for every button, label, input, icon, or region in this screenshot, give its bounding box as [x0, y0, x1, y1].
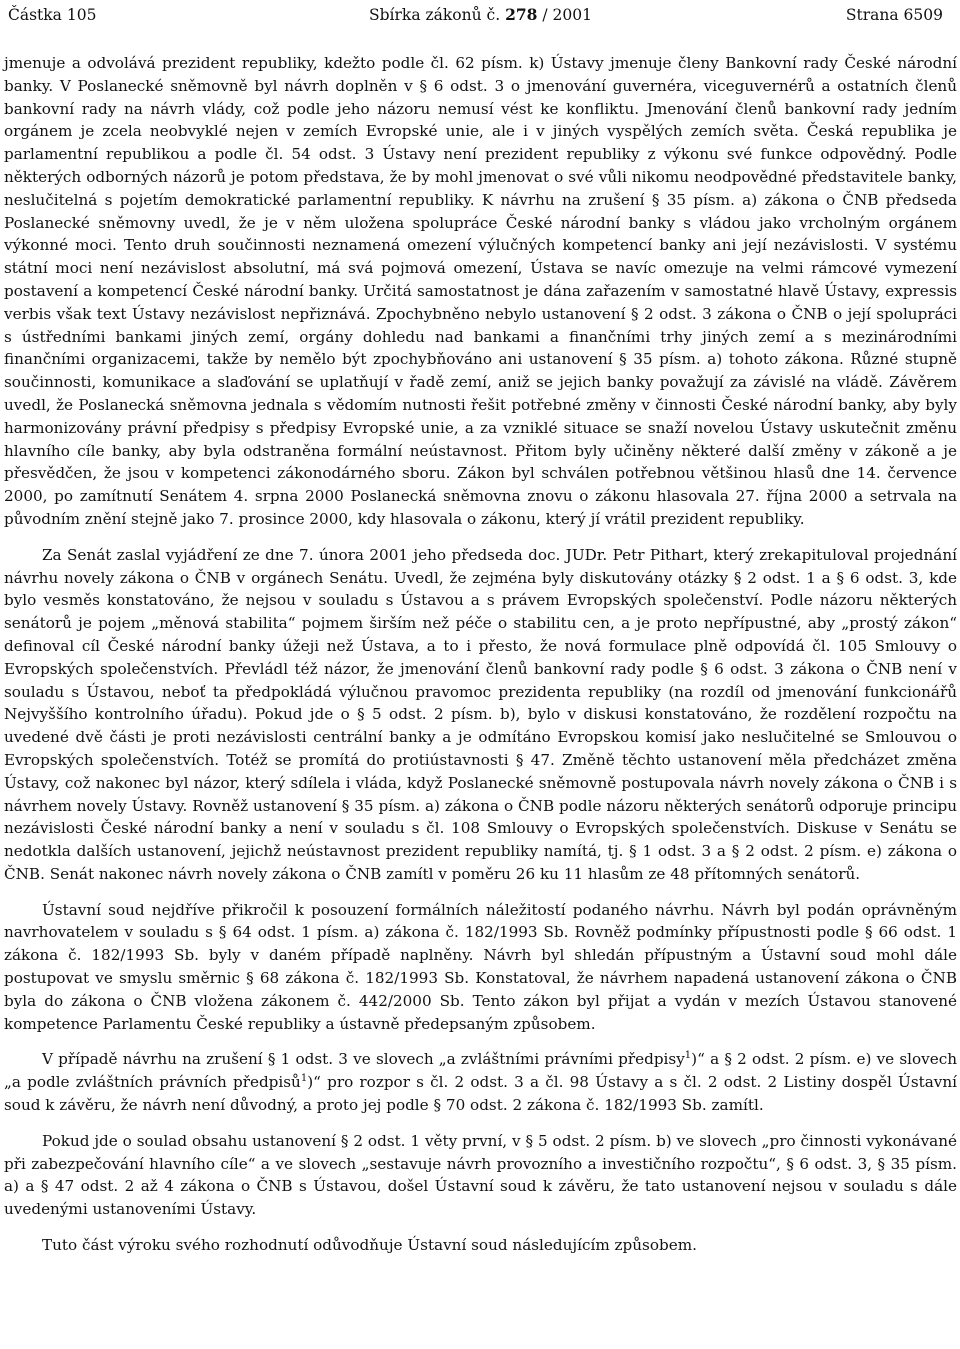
paragraph-4-part-a: V případě návrhu na zrušení § 1 odst. 3 ve slovech „a zvláštními právními předpisy [42, 1050, 685, 1069]
paragraph-4-part-b: )“ a § 2 odst. 2 písm. e) ve slovech „a podle zvláštních právních předpisů [4, 1050, 957, 1092]
paragraph-3: Ústavní soud nejdříve přikročil k posouzení formálních náležitostí podaného návrhu. Návrh byl podán oprávněným navrhovatelem v souladu s § 64 odst. 1 písm. a) zákona č. 182/1993 Sb. Rovněž podmínky přípustnosti podle § 66 odst. 1 zákona č. 182/1993 Sb. byly v daném případě naplněny. Návrh byl shledán přípustným a Ústavní soud mohl dále postupovat ve smyslu směrnic § 68 zákona č. 182/1993 Sb. Konstatoval, že návrhem napadená ustanovení zákona o ČNB byla do zákona o ČNB vložena zákonem č. 442/2000 Sb. Tento zákon byl přijat a vydán v mezích Ústavou stanovené kompetence Parlamentu České republiky a ústavně předepsaným způsobem. [4, 900, 957, 1033]
header-collection-year: / 2001 [542, 6, 592, 24]
paragraph-1: jmenuje a odvolává prezident republiky, kdežto podle čl. 62 písm. k) Ústavy jmenuje členy Bankovní rady České národní banky. V Poslanecké sněmovně byl návrh doplněn v § 6 odst. 3 o jmenování guvernéra, viceguvernérů a ostatních členů bankovní rady na návrh vlády, což podle jeho názoru nemusí vést ke konfliktu. Jmenování členů bankovní rady jedním orgánem je zcela neobvyklé nejen v zemích Evropské unie, ale i v jiných vyspělých zemích světa. Česká republika je parlamentní republikou a podle čl. 54 odst. 3 Ústavy není prezident republiky z výkonu své funkce odpovědný. Podle některých odborných názorů je potom představa, že by mohl jmenovat o své vůli nikomu neodpovědné představitele banky, neslučitelná s pojetím demokratické parlamentní republiky. K návrhu na zrušení § 35 písm. a) zákona o ČNB předseda Poslanecké sněmovny uvedl, že je v něm uložena spolupráce České národní banky s vládou jako vrcholným orgánem výkonné moci. Tento druh součinnosti neznamená omezení výlučných kompetencí banky ani její nezávislosti. V systému státní moci není nezávislost absolutní, má svá pojmová omezení, Ústava se navíc omezuje na velmi rámcové vymezení postavení a kompetencí České národní banky. Určitá samostatnost je dána zařazením v samostatné hlavě Ústavy, expressis verbis však text Ústavy nezávislost nepřiznává. Zpochybněno nebylo ustanovení § 2 odst. 3 zákona o ČNB o její spolupráci s ústředními bankami jiných zemí, orgány dohledu nad bankami a finančními trhy jiných zemí a s mezinárodními finančními organizacemi, takže by nemělo být zpochybňováno ani ustanovení § 35 písm. a) tohoto zákona. Různé stupně součinnosti, komunikace a slaďování se uplatňují v řadě zemí, aniž se jejich banky považují za závislé na vládě. Závěrem uvedl, že Poslanecká sněmovna jednala s vědomím nutnosti řešit potřebné změny v činnosti České národní banky, aby byly harmonizovány právní předpisy s předpisy Evropské unie, a za vzniklé situace se snaží novelou Ústavy uskutečnit změnu hlavního cíle banky, aby byla odstraněna formální neústavnost. Přitom byly učiněny některé další změny v zákoně a je přesvědčen, že jsou v kompetenci zákonodárného sboru. Zákon byl schválen potřebnou většinou hlasů dne 14. července 2000, po zamítnutí Senátem 4. srpna 2000 Poslanecká sněmovna znovu o zákonu hlasovala 27. října 2000 a setrvala na původním znění stejně jako 7. prosince 2000, kdy hlasovala o zákonu, který jí vrátil prezident republiky. [4, 54, 957, 528]
paragraph-4-part-c: )“ pro rozpor s čl. 2 odst. 3 a čl. 98 Ústavy a s čl. 2 odst. 2 Listiny dospěl Ústavní soud k závěru, že návrh není důvodný, a proto jej podle § 70 odst. 2 zákona č. 182/1993 Sb. zamítl. [4, 1073, 958, 1115]
header-collection [4, 0, 957, 30]
footnote-ref-2: 1 [300, 1073, 308, 1085]
header-collection-number: 278 [505, 5, 538, 24]
header-collection-prefix: Sbírka zákonů č. [369, 6, 501, 24]
paragraph-2: Za Senát zaslal vyjádření ze dne 7. února 2001 jeho předseda doc. JUDr. Petr Pithart, který zrekapituloval projednání návrhu novely zákona o ČNB v orgánech Senátu. Uvedl, že zejména byly diskutovány otázky § 2 odst. 1 a § 6 odst. 3, kde bylo vesměs konstatováno, že nejsou v souladu s Ústavou a s právem Evropských společenství. Podle názoru některých senátorů je pojem „měnová stabilita“ pojmem širším než péče o stabilitu cen, a je proto nepřípustné, aby „prostý zákon“ definoval cíl České národní banky úžeji než Ústava, a to i přesto, že nová formulace plně odpovídá čl. 105 Smlouvy o Evropských společenstvích. Převládl též názor, že jmenování členů bankovní rady podle § 6 odst. 3 zákona o ČNB není v souladu s Ústavou, neboť ta předpokládá výlučnou pravomoc prezidenta republiky (na rozdíl od jmenování funkcionářů Nejvyššího kontrolního úřadu). Pokud jde o § 5 odst. 2 písm. b), bylo v diskusi konstatováno, že rozdělení rozpočtu na uvedené dvě části je proti nezávislosti centrální banky a je odmítáno Evropskou komisí jako neslučitelné se Smlouvou o Evropských společenstvích. Totéž se promítá do protiústavnosti § 47. Změně těchto ustanovení měla předcházet změna Ústavy, což nakonec byl názor, který sdílela i vláda, když Poslanecké sněmovně postupovala návrh novely zákona o ČNB i s návrhem novely Ústavy. Rovněž ustanovení § 35 písm. a) zákona o ČNB podle názoru některých senátorů odporuje principu nezávislosti České národní banky a není v souladu s čl. 108 Smlouvy o Evropských společenstvích. Diskuse v Senátu se nedotkla dalších ustanovení, jejichž neústavnost prezident republiky namítá, tj. § 1 odst. 3 a § 2 odst. 2 písm. e) zákona o ČNB. Senát nakonec návrh novely zákona o ČNB zamítl v poměru 26 ku 11 hlasům ze 48 přítomných senátorů. [4, 545, 957, 883]
paragraph-6: Tuto část výroku svého rozhodnutí odůvodňuje Ústavní soud následujícím způsobem. [42, 1236, 697, 1255]
footnote-ref-1: 1 [684, 1050, 692, 1062]
header-page-number: Strana 6509 [845, 6, 943, 24]
document-body [4, 52, 957, 1257]
header-part-number: Částka 105 [8, 6, 97, 24]
paragraph-4 [4, 1048, 957, 1116]
paragraph-5: Pokud jde o soulad obsahu ustanovení § 2 odst. 1 věty první, v § 5 odst. 2 písm. b) ve slovech „pro činnosti vykonávané při zabezpečování hlavního cíle“ a ve slovech „sestavuje návrh provozního a investičního rozpočtu“, § 6 odst. 3, § 35 písm. a) a § 47 odst. 2 až 4 zákona o ČNB s Ústavou, došel Ústavní soud k závěru, že tato ustanovení nejsou v souladu s dále uvedenými ustanoveními Ústavy. [4, 1131, 957, 1219]
page-header [4, 0, 957, 30]
